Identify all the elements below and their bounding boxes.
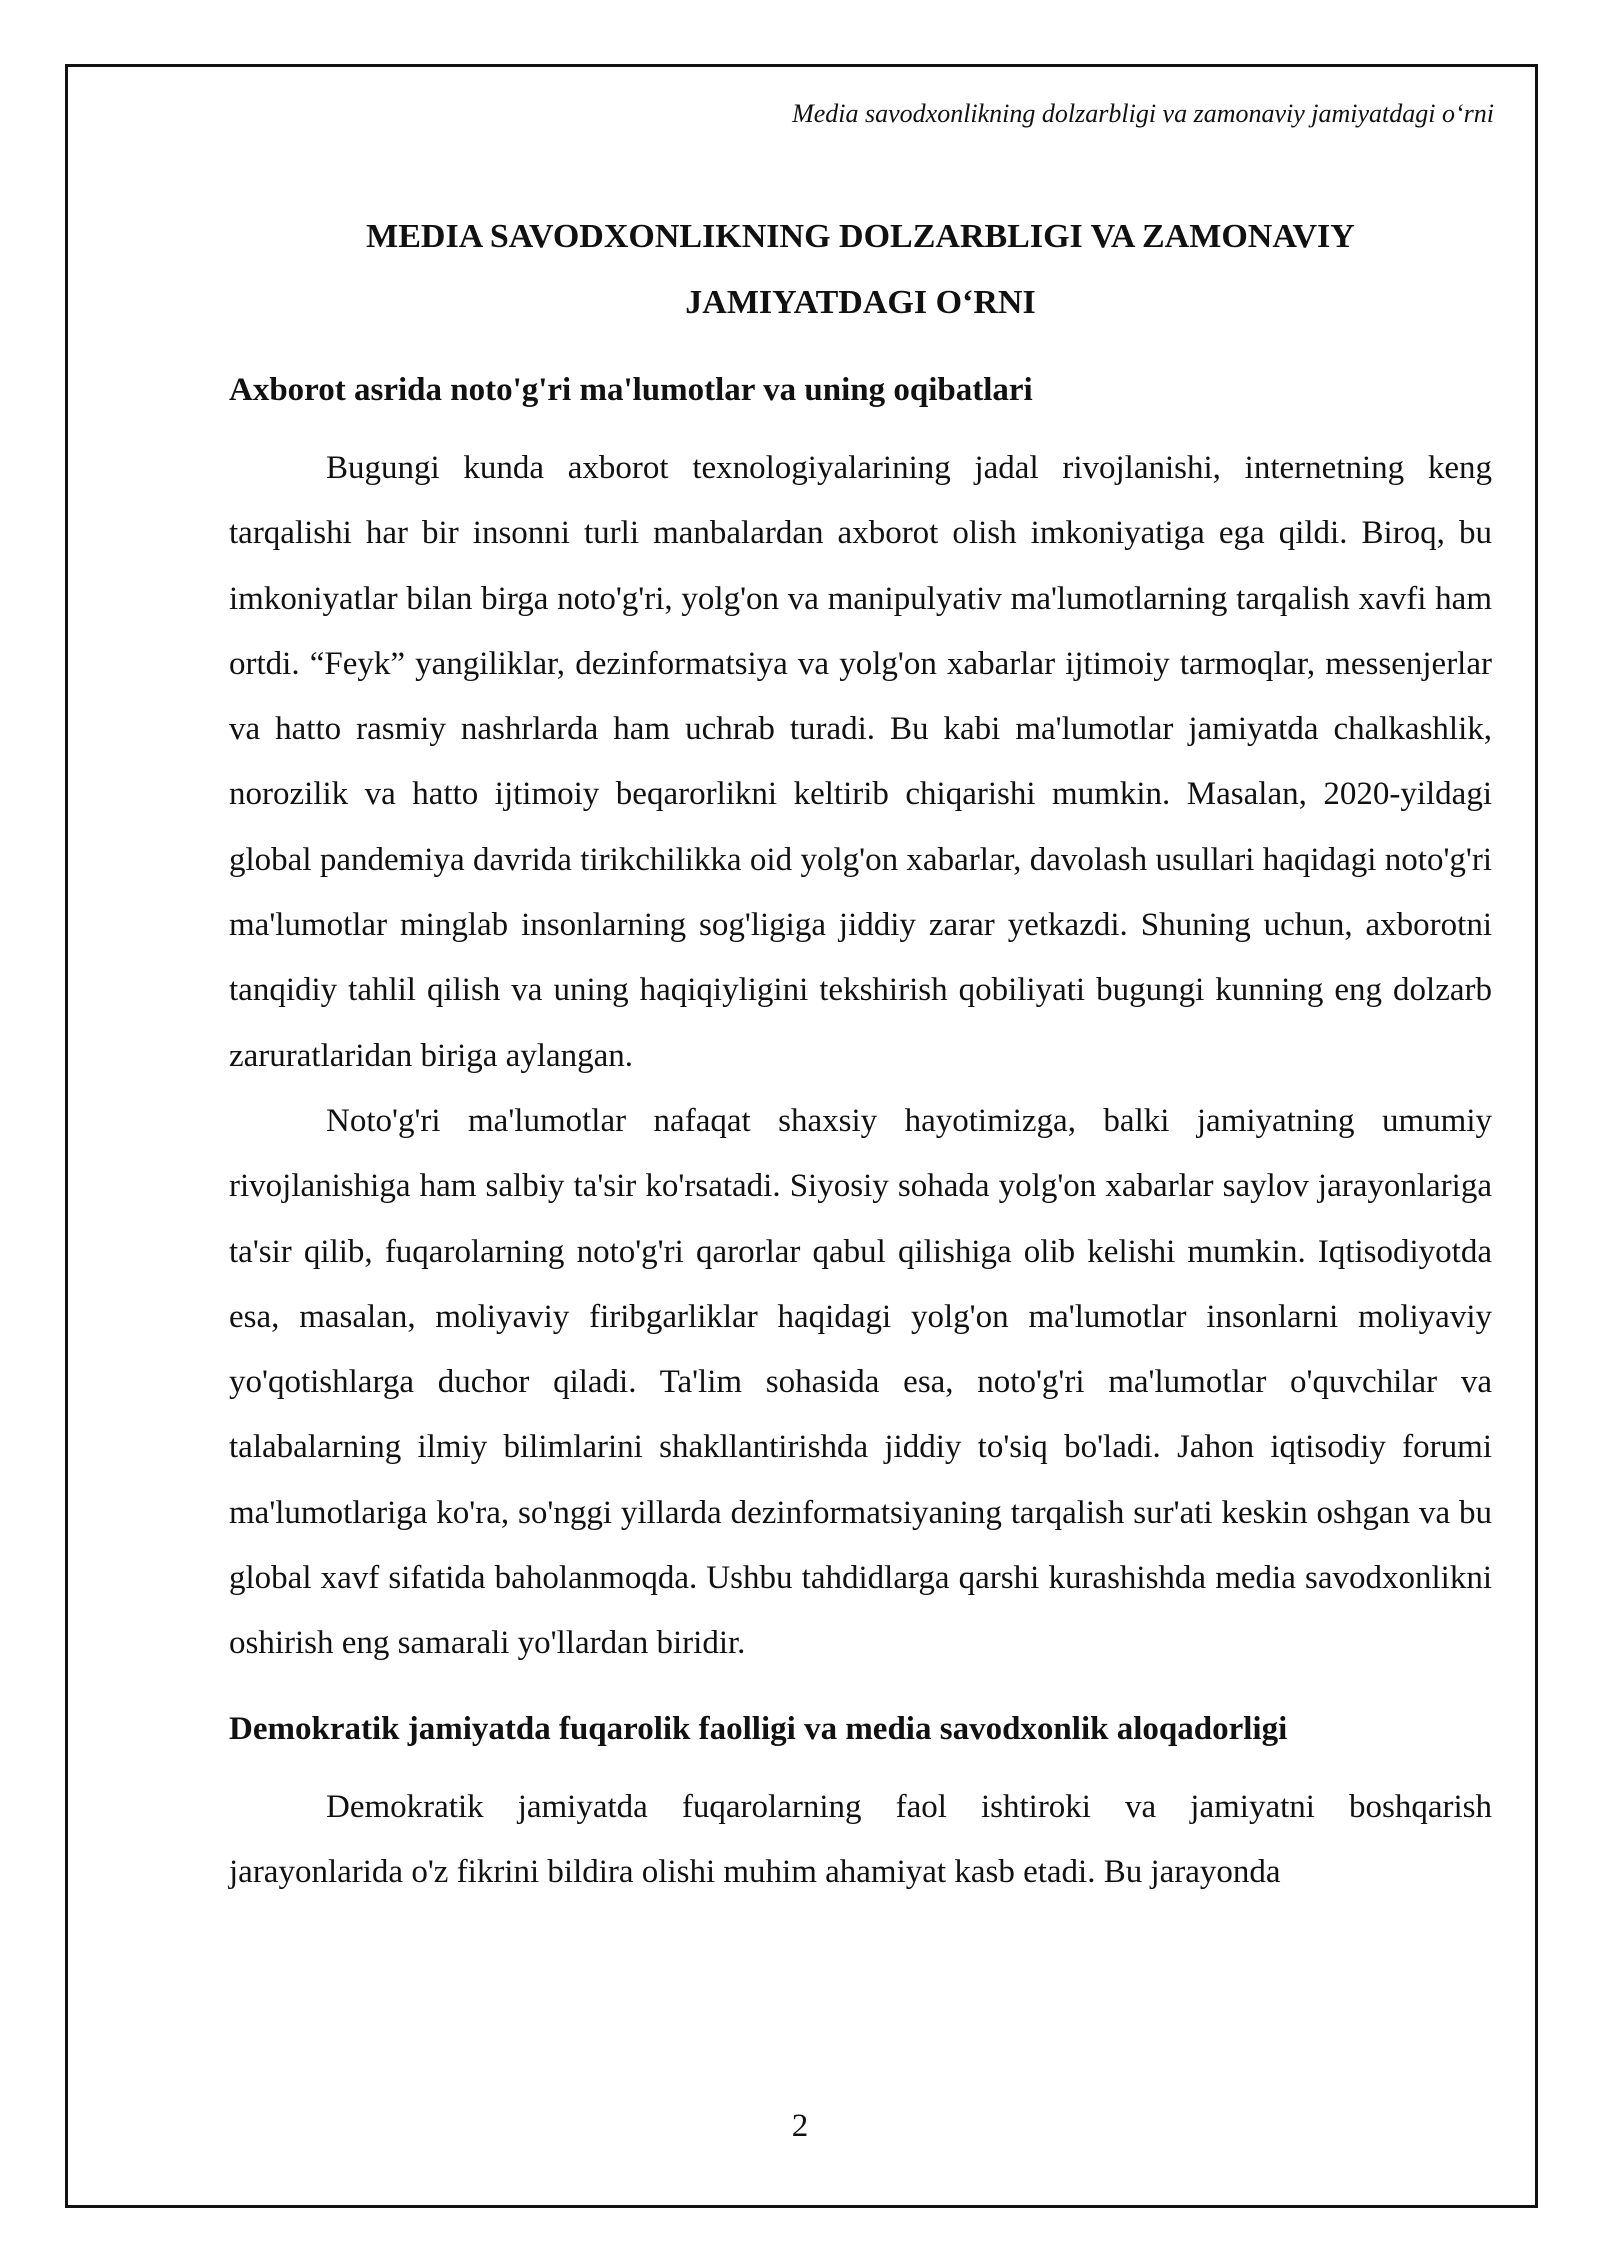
paragraph: Noto'g'ri ma'lumotlar nafaqat shaxsiy hayotimizga, balki jamiyatning umumiy rivojlanishiga ham salbiy ta'sir ko'rsatadi. Siyosiy sohada yolg'on xabarlar saylov jarayonlariga ta'sir qilib, fuqarolarning noto'g'ri qarorlar qabul qilishiga olib kelishi mumkin. Iqtisodiyotda esa, masalan, moliyaviy firibgarliklar haqidagi yolg'on ma'lumotlar insonlarni moliyaviy yo'qotishlarga duchor qiladi. Ta'lim sohasida esa, noto'g'ri ma'lumotlar o'quvchilar va talabalarning ilmiy bilimlarini shakllantirishda jiddiy to'siq bo'ladi. Jahon iqtisodiy forumi ma'lumotlariga ko'ra, so'nggi yillarda dezinformatsiyaning tarqalish sur'ati keskin oshgan va bu global xavf sifatida baholanmoqda. Ushbu tahdidlarga qarshi kurashishda media savodxonlikni oshirish eng samarali yo'llardan biridir.	[229, 1102, 1492, 1662]
section-misinformation	[229, 368, 1492, 1677]
section-heading: Axborot asrida noto'g'ri ma'lumotlar va uning oqibatlari	[229, 372, 1033, 408]
document-title: MEDIA SAVODXONLIKNING DOLZARBLIGI VA ZAMONAVIY JAMIYATDAGI O‘RNI	[366, 218, 1355, 321]
running-header: Media savodxonlikning dolzarbligi va zamonaviy jamiyatdagi o‘rni	[792, 99, 1494, 128]
paragraph: Demokratik jamiyatda fuqarolarning faol ishtiroki va jamiyatni boshqarish jarayonlarida o'z fikrini bildira olishi muhim ahamiyat kasb etadi. Bu jarayonda	[229, 1788, 1492, 1890]
page-content	[229, 204, 1492, 1905]
paragraph: Bugungi kunda axborot texnologiyalarining jadal rivojlanishi, internetning keng tarqalishi har bir insonni turli manbalardan axborot olish imkoniyatiga ega qildi. Biroq, bu imkoniyatlar bilan birga noto'g'ri, yolg'on va manipulyativ ma'lumotlarning tarqalish xavfi ham ortdi. “Feyk” yangiliklar, dezinformatsiya va yolg'on xabarlar ijtimoiy tarmoqlar, messenjerlar va hatto rasmiy nashrlarda ham uchrab turadi. Bu kabi ma'lumotlar jamiyatda chalkashlik, norozilik va hatto ijtimoiy beqarorlikni keltirib chiqarishi mumkin. Masalan, 2020-yildagi global pandemiya davrida tirikchilikka oid yolg'on xabarlar, davolash usullari haqidagi noto'g'ri ma'lumotlar minglab insonlarning sog'ligiga jiddiy zarar yetkazdi. Shuning uchun, axborotni tanqidiy tahlil qilish va uning haqiqiyligini tekshirish qobiliyati bugungi kunning eng dolzarb zaruratlaridan biriga aylangan.	[229, 450, 1492, 1074]
section-civic-activity	[229, 1707, 1492, 1906]
section-heading: Demokratik jamiyatda fuqarolik faolligi va media savodxonlik aloqadorligi	[229, 1710, 1288, 1747]
page-number: 2	[791, 2108, 809, 2144]
